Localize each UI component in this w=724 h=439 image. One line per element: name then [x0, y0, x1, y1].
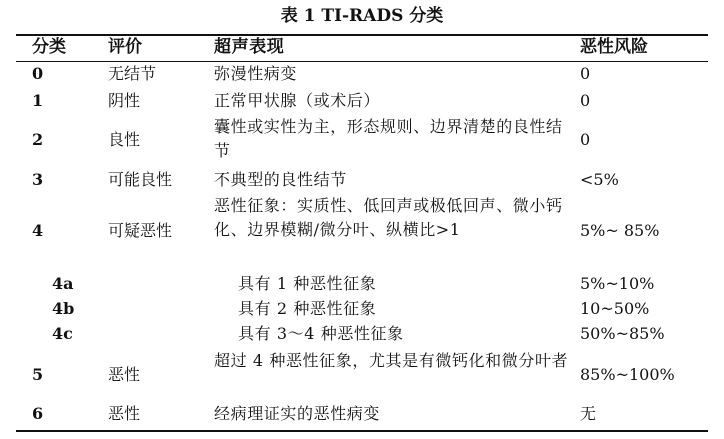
row-1-category: 1 — [32, 91, 44, 110]
row-2-ultrasound: 囊性或实性为主，形态规则、边界清楚的良性结节 — [214, 117, 563, 160]
row-6-risk: 无 — [580, 404, 597, 423]
row-2-evaluation: 良性 — [108, 130, 141, 149]
row-1-ultrasound: 正常甲状腺（或术后） — [214, 91, 381, 110]
header-category: 分类 — [32, 37, 66, 57]
row-4b-category: 4b — [52, 299, 75, 318]
row-0-ultrasound: 弥漫性病变 — [214, 64, 298, 83]
header-rule — [16, 61, 708, 62]
header-evaluation: 评价 — [108, 37, 142, 57]
header-ultrasound: 超声表现 — [214, 37, 285, 57]
row-4c-ultrasound: 具有 3～4 种恶性征象 — [238, 324, 404, 343]
row-2-risk: 0 — [580, 130, 591, 149]
row-4b-ultrasound: 具有 2 种恶性征象 — [238, 299, 377, 318]
table-title: 表 1 TI-RADS 分类 — [280, 6, 444, 26]
row-6-evaluation: 恶性 — [108, 404, 141, 423]
header-risk: 恶性风险 — [580, 37, 648, 57]
row-3-ultrasound: 不典型的良性结节 — [214, 170, 347, 189]
row-3-risk: <5% — [580, 170, 619, 189]
top-rule — [16, 34, 708, 36]
row-1-risk: 0 — [580, 91, 591, 110]
row-4b-risk: 10~50% — [580, 299, 650, 318]
row-4-evaluation: 可疑恶性 — [108, 221, 173, 240]
row-5-risk: 85%~100% — [580, 365, 675, 384]
row-5-evaluation: 恶性 — [108, 365, 141, 384]
row-5-category: 5 — [32, 365, 44, 384]
row-3-category: 3 — [32, 170, 44, 189]
row-4-risk: 5%~ 85% — [580, 221, 660, 240]
row-2-category: 2 — [32, 130, 44, 149]
row-4a-risk: 5%~10% — [580, 274, 655, 293]
row-6-ultrasound: 经病理证实的恶性病变 — [214, 404, 381, 423]
bottom-rule — [16, 430, 708, 432]
row-4-category: 4 — [32, 221, 44, 240]
row-3-evaluation: 可能良性 — [108, 170, 173, 189]
row-4a-ultrasound: 具有 1 种恶性征象 — [238, 274, 377, 293]
row-4a-category: 4a — [52, 274, 74, 293]
row-4-ultrasound: 恶性征象：实质性、低回声或极低回声、微小钙化、边界模糊/微分叶、纵横比>1 — [214, 196, 563, 239]
row-1-evaluation: 阴性 — [108, 91, 141, 110]
row-4c-category: 4c — [52, 324, 73, 343]
row-6-category: 6 — [32, 404, 44, 423]
row-0-risk: 0 — [580, 64, 591, 83]
row-0-category: 0 — [32, 64, 44, 83]
row-0-evaluation: 无结节 — [108, 64, 157, 83]
row-5-ultrasound: 超过 4 种恶性征象，尤其是有微钙化和微分叶者 — [214, 351, 569, 370]
row-4c-risk: 50%~85% — [580, 324, 665, 343]
